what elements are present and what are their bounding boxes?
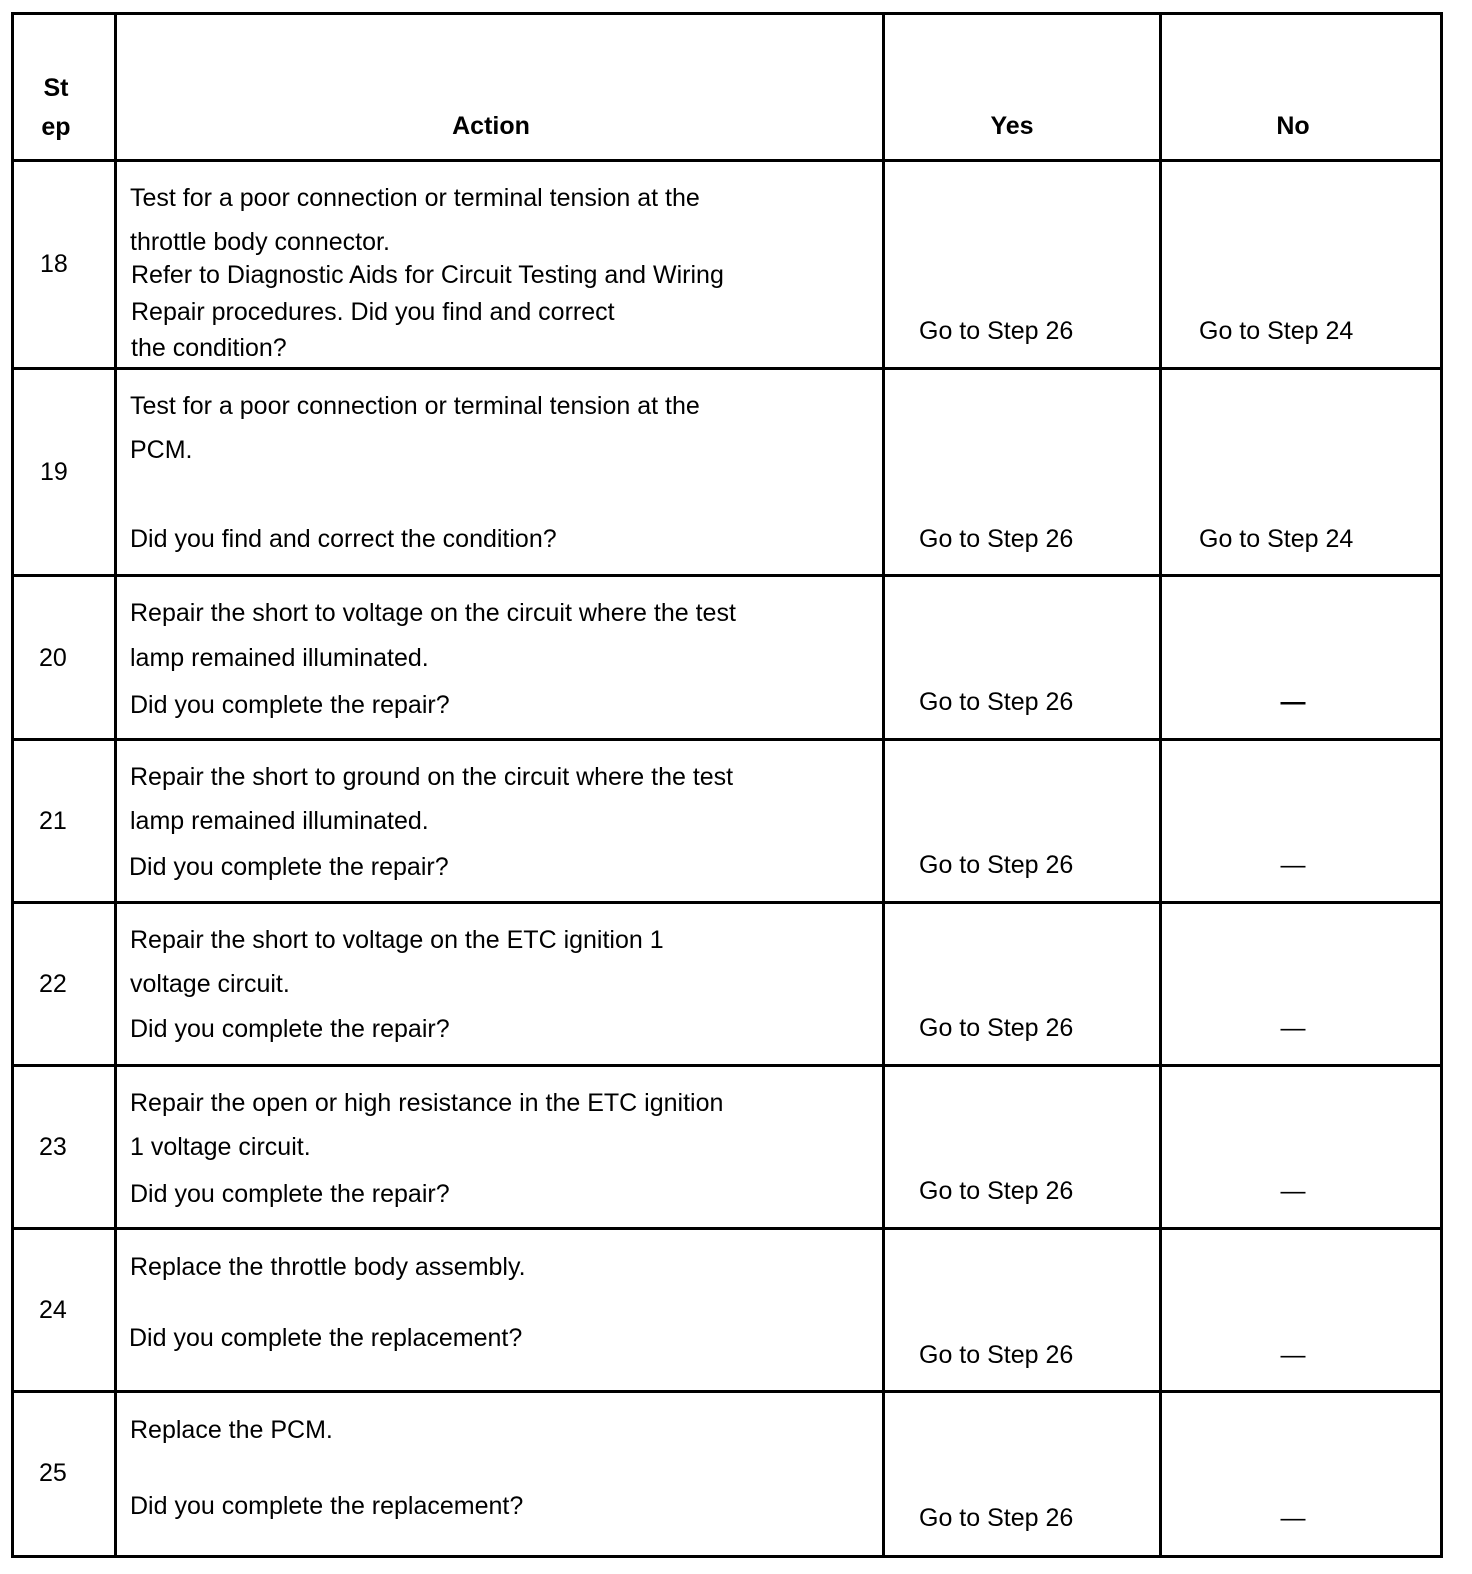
header-yes: Yes [990,112,1034,140]
action-text: Repair the short to voltage on the ETC ignition 1 [130,926,664,954]
action-text: Test for a poor connection or terminal tension at the [130,184,700,212]
step-number: 19 [40,458,68,486]
action-text: lamp remained illuminated. [130,807,429,835]
action-text: voltage circuit. [130,970,290,998]
row-divider [11,367,1443,370]
action-text: Repair the short to voltage on the circuit where the test [130,599,736,627]
action-text: Did you complete the repair? [130,691,450,719]
step-number: 21 [39,807,67,835]
step-number: 23 [39,1133,67,1161]
yes-link[interactable]: Go to Step 26 [919,525,1074,553]
yes-link[interactable]: Go to Step 26 [919,688,1074,716]
yes-link[interactable]: Go to Step 26 [919,317,1074,345]
yes-link[interactable]: Go to Step 26 [919,1504,1074,1532]
row-divider [11,1390,1443,1393]
action-text: the condition? [131,334,287,362]
step-number: 22 [39,970,67,998]
header-action: Action [452,112,530,140]
no-value: — [1280,688,1306,716]
action-text: 1 voltage circuit. [130,1133,311,1161]
yes-link[interactable]: Go to Step 26 [919,1177,1074,1205]
yes-link[interactable]: Go to Step 26 [919,1014,1074,1042]
no-link[interactable]: Go to Step 24 [1199,317,1354,345]
diagnostic-step-table [11,12,1443,1558]
no-value: — [1280,1177,1306,1205]
action-text: lamp remained illuminated. [130,644,429,672]
step-number: 24 [39,1296,67,1324]
action-text: PCM. [130,436,193,464]
table-border-left [11,12,14,1558]
yes-link[interactable]: Go to Step 26 [919,1341,1074,1369]
header-divider [11,159,1443,162]
table-border-top [11,12,1443,15]
action-text: Did you complete the repair? [129,853,449,881]
action-text: Repair the short to ground on the circuit where the test [130,763,734,791]
action-text: Test for a poor connection or terminal tension at the [130,392,700,420]
column-divider-action [882,12,885,1558]
action-text: Did you complete the repair? [130,1015,450,1043]
column-divider-yes [1159,12,1162,1558]
yes-link[interactable]: Go to Step 26 [919,851,1074,879]
no-value: — [1280,1014,1306,1042]
header-step-line1: St [43,74,69,102]
header-no: No [1276,112,1310,140]
column-divider-step [114,12,117,1558]
row-divider [11,1227,1443,1230]
action-text: Repair procedures. Did you find and correct [131,298,615,326]
no-link[interactable]: Go to Step 24 [1199,525,1354,553]
row-divider [11,738,1443,741]
no-value: — [1280,851,1306,879]
no-value: — [1280,1341,1306,1369]
step-number: 20 [39,644,67,672]
action-text: Repair the open or high resistance in the ETC ignition [130,1089,724,1117]
table-border-right [1440,12,1443,1558]
action-text: Replace the throttle body assembly. [130,1253,526,1281]
action-text: Did you complete the replacement? [130,1492,524,1520]
action-text: Replace the PCM. [130,1416,333,1444]
action-text: Did you complete the replacement? [129,1324,523,1352]
row-divider [11,1064,1443,1067]
action-text: Refer to Diagnostic Aids for Circuit Testing and Wiring [131,261,724,289]
action-text: Did you complete the repair? [130,1180,450,1208]
row-divider [11,574,1443,577]
table-border-bottom [11,1555,1443,1558]
action-text: Did you find and correct the condition? [130,525,557,553]
no-value: — [1280,1504,1306,1532]
action-text: throttle body connector. [130,228,390,256]
step-number: 25 [39,1459,67,1487]
row-divider [11,901,1443,904]
step-number: 18 [40,250,68,278]
header-step-line2: ep [41,113,71,141]
